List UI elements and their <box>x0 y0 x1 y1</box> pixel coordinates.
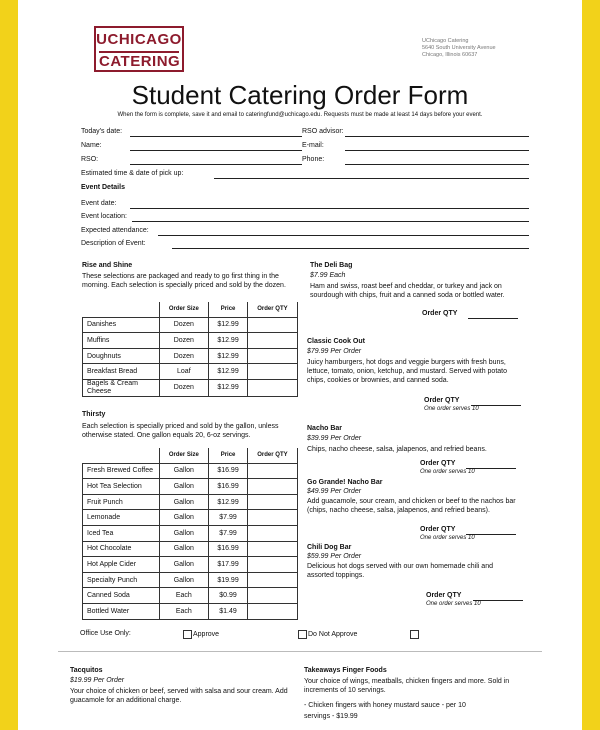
description-line: Add guacamole, sour cream, and chicken or beef to the nachos bar <box>307 498 516 505</box>
table-row <box>83 525 298 541</box>
description-line: Your choice of chicken or beef, served with salsa and sour cream. Add <box>70 688 288 695</box>
table-row <box>83 364 298 380</box>
size-cell: Gallon <box>159 494 209 510</box>
classic-cook-out-description <box>307 358 507 385</box>
item-cell: Breakfast Bread <box>83 364 160 380</box>
size-cell: Dozen <box>159 333 209 349</box>
item-cell: Lemonade <box>83 510 160 526</box>
item-cell: Bagels & Cream Cheese <box>83 379 160 396</box>
logo-line-1: UCHICAGO <box>96 31 182 48</box>
price-cell: $1.49 <box>209 603 248 619</box>
item-cell: Hot Tea Selection <box>83 479 160 495</box>
size-cell: Gallon <box>159 463 209 479</box>
address-line: Chicago, Illinois 60637 <box>422 52 478 58</box>
chili-dog-description <box>307 562 493 580</box>
do-not-approve-label: Do Not Approve <box>308 631 358 638</box>
go-grande-description <box>307 497 516 515</box>
table-row <box>83 379 298 396</box>
event-date-label: Event date: <box>81 200 117 207</box>
deli-bag-price: $7.99 Each <box>310 272 346 279</box>
size-cell: Each <box>159 603 209 619</box>
form-instructions: When the form is complete, save it and email to cateringfund@uchicago.edu. Requests must be made at least 14 days before your event. <box>117 112 483 118</box>
item-cell: Fruit Punch <box>83 494 160 510</box>
thirsty-table <box>82 448 298 620</box>
item-cell: Muffins <box>83 333 160 349</box>
size-cell: Gallon <box>159 541 209 557</box>
approve-label: Approve <box>193 631 220 638</box>
office-use-label: Office Use Only: <box>80 630 131 637</box>
chili-dog-qty-label: Order QTY <box>426 592 462 599</box>
table-row <box>83 510 298 526</box>
order-form-page <box>18 0 582 730</box>
order-qty-header: Order QTY <box>247 448 297 463</box>
address-line: 5640 South University Avenue <box>422 45 496 51</box>
classic-cook-out-heading: Classic Cook Out <box>307 338 365 345</box>
price-cell: $7.99 <box>209 525 248 541</box>
rso-label: RSO: <box>81 156 99 163</box>
expected-attendance-label: Expected attendance: <box>81 227 149 234</box>
table-row <box>83 588 298 604</box>
nacho-bar-description: Chips, nacho cheese, salsa, jalapenos, and refried beans. <box>307 446 487 453</box>
do-not-approve-checkbox[interactable] <box>298 630 307 639</box>
table-row <box>83 479 298 495</box>
section-divider <box>58 651 542 652</box>
event-details-heading: Event Details <box>81 184 125 191</box>
rise-and-shine-table <box>82 302 298 397</box>
qty-cell[interactable] <box>247 348 297 364</box>
thirsty-description <box>82 422 279 440</box>
description-line: sourdough with chips, fruit and a canned soda or bottled water. <box>310 292 505 299</box>
qty-cell[interactable] <box>247 364 297 380</box>
name-field[interactable] <box>130 150 302 151</box>
description-line: lettuce, tomato, onion, ketchup, and mustard. Served with potato <box>307 368 508 375</box>
size-cell: Dozen <box>159 317 209 333</box>
size-cell: Gallon <box>159 479 209 495</box>
name-label: Name: <box>81 142 102 149</box>
description-line: chips, cookies or brownies, and canned soda. <box>307 377 449 384</box>
tacquitos-description <box>70 687 288 705</box>
size-cell: Gallon <box>159 525 209 541</box>
go-grande-heading: Go Grande! Nacho Bar <box>307 479 383 486</box>
office-checkbox-3[interactable] <box>410 630 419 639</box>
pickup-label: Estimated time & date of pick up: <box>81 170 184 177</box>
order-qty-header: Order QTY <box>247 302 297 317</box>
logo-line-2: CATERING <box>99 53 181 70</box>
table-row <box>83 557 298 573</box>
qty-cell[interactable] <box>247 479 297 495</box>
price-cell: $12.99 <box>209 348 248 364</box>
expected-attendance-field[interactable] <box>158 235 529 236</box>
price-header: Price <box>209 302 248 317</box>
description-line: increments of 10 servings. <box>304 687 386 694</box>
tacquitos-price: $19.99 Per Order <box>70 677 125 684</box>
event-location-label: Event location: <box>81 213 127 220</box>
chili-dog-heading: Chili Dog Bar <box>307 544 352 551</box>
description-line: Your choice of wings, meatballs, chicken fingers and more. Sold in <box>304 678 510 685</box>
qty-cell[interactable] <box>247 333 297 349</box>
takeaways-item-1: - Chicken fingers with honey mustard sauce - per 10 <box>304 702 466 709</box>
qty-cell[interactable] <box>247 541 297 557</box>
empty-header <box>83 302 160 317</box>
item-cell: Fresh Brewed Coffee <box>83 463 160 479</box>
deli-bag-qty-label: Order QTY <box>422 310 458 317</box>
event-location-field[interactable] <box>132 221 529 222</box>
email-label: E-mail: <box>302 142 324 149</box>
go-grande-price: $49.99 Per Order <box>307 488 362 495</box>
qty-cell[interactable] <box>247 525 297 541</box>
email-field[interactable] <box>345 150 529 151</box>
todays-date-field[interactable] <box>130 136 302 137</box>
description-line: otherwise stated. One gallon equals 20, 6-oz servings. <box>82 432 251 439</box>
price-cell: $12.99 <box>209 379 248 396</box>
price-cell: $16.99 <box>209 463 248 479</box>
event-date-field[interactable] <box>130 208 529 209</box>
price-cell: $12.99 <box>209 364 248 380</box>
description-label: Description of Event: <box>81 240 146 247</box>
item-cell: Iced Tea <box>83 525 160 541</box>
price-header: Price <box>209 448 248 463</box>
table-row <box>83 572 298 588</box>
price-cell: $12.99 <box>209 494 248 510</box>
qty-cell[interactable] <box>247 494 297 510</box>
nacho-bar-qty-label: Order QTY <box>420 460 456 467</box>
table-row <box>83 333 298 349</box>
order-size-header: Order Size <box>159 448 209 463</box>
price-cell: $19.99 <box>209 572 248 588</box>
description-line: morning. Each selection is specially priced and sold by the dozen. <box>82 282 286 289</box>
item-cell: Bottled Water <box>83 603 160 619</box>
qty-cell[interactable] <box>247 557 297 573</box>
table-row <box>83 317 298 333</box>
deli-bag-description <box>310 282 505 300</box>
qty-cell[interactable] <box>247 379 297 396</box>
table-row <box>83 541 298 557</box>
rso-advisor-label: RSO advisor: <box>302 128 344 135</box>
deli-bag-qty-field[interactable] <box>468 318 518 319</box>
price-cell: $12.99 <box>209 317 248 333</box>
size-cell: Each <box>159 588 209 604</box>
table-row <box>83 463 298 479</box>
qty-cell[interactable] <box>247 603 297 619</box>
price-cell: $12.99 <box>209 333 248 349</box>
price-cell: $16.99 <box>209 541 248 557</box>
go-grande-serves: One order serves 10 <box>420 535 475 541</box>
price-cell: $0.99 <box>209 588 248 604</box>
qty-cell[interactable] <box>247 588 297 604</box>
qty-cell[interactable] <box>247 510 297 526</box>
rso-field[interactable] <box>130 164 302 165</box>
order-size-header: Order Size <box>159 302 209 317</box>
table-row <box>83 603 298 619</box>
description-line: (chips, nacho cheese, salsa, jalapenos, and refried beans). <box>307 507 490 514</box>
price-cell: $17.99 <box>209 557 248 573</box>
phone-label: Phone: <box>302 156 325 163</box>
item-cell: Canned Soda <box>83 588 160 604</box>
item-cell: Hot Apple Cider <box>83 557 160 573</box>
item-cell: Doughnuts <box>83 348 160 364</box>
rso-advisor-field[interactable] <box>345 136 529 137</box>
rise-and-shine-description <box>82 272 286 290</box>
size-cell: Dozen <box>159 348 209 364</box>
chili-dog-serves: One order serves 10 <box>426 601 481 607</box>
deli-bag-heading: The Deli Bag <box>310 262 353 269</box>
table-row <box>83 494 298 510</box>
address-block <box>422 38 496 59</box>
size-cell: Loaf <box>159 364 209 380</box>
description-line: These selections are packaged and ready to go first thing in the <box>82 273 279 280</box>
description-line: Each selection is specially priced and sold by the gallon, unless <box>82 423 279 430</box>
rise-and-shine-heading: Rise and Shine <box>82 262 133 269</box>
takeaways-heading: Takeaways Finger Foods <box>304 667 387 674</box>
description-line: Juicy hamburgers, hot dogs and veggie burgers with fresh buns, <box>307 359 506 366</box>
size-cell: Gallon <box>159 557 209 573</box>
todays-date-label: Today's date: <box>81 128 123 135</box>
nacho-bar-serves: One order serves 10 <box>420 469 475 475</box>
form-title: Student Catering Order Form <box>131 80 469 110</box>
qty-cell[interactable] <box>247 463 297 479</box>
table-row <box>83 348 298 364</box>
description-line: assorted toppings. <box>307 572 365 579</box>
price-cell: $16.99 <box>209 479 248 495</box>
takeaways-description <box>304 677 509 695</box>
pickup-field[interactable] <box>214 178 529 179</box>
takeaways-item-2: servings - $19.99 <box>304 713 358 720</box>
tacquitos-heading: Tacquitos <box>70 667 103 674</box>
go-grande-qty-label: Order QTY <box>420 526 456 533</box>
classic-cook-out-serves: One order serves 10 <box>424 406 479 412</box>
description-field[interactable] <box>172 248 529 249</box>
thirsty-heading: Thirsty <box>82 411 106 418</box>
item-cell: Danishes <box>83 317 160 333</box>
nacho-bar-heading: Nacho Bar <box>307 425 343 432</box>
qty-cell[interactable] <box>247 572 297 588</box>
description-line: Delicious hot dogs served with our own homemade chili and <box>307 563 493 570</box>
phone-field[interactable] <box>345 164 529 165</box>
qty-cell[interactable] <box>247 317 297 333</box>
description-line: guacamole for an additional charge. <box>70 697 182 704</box>
size-cell: Gallon <box>159 510 209 526</box>
item-cell: Specialty Punch <box>83 572 160 588</box>
classic-cook-out-price: $79.99 Per Order <box>307 348 362 355</box>
approve-checkbox[interactable] <box>183 630 192 639</box>
address-line: UChicago Catering <box>422 38 469 44</box>
classic-cook-out-qty-label: Order QTY <box>424 397 460 404</box>
item-cell: Hot Chocolate <box>83 541 160 557</box>
price-cell: $7.99 <box>209 510 248 526</box>
uchicago-catering-logo <box>94 26 184 72</box>
size-cell: Gallon <box>159 572 209 588</box>
empty-header <box>83 448 160 463</box>
size-cell: Dozen <box>159 379 209 396</box>
description-line: Ham and swiss, roast beef and cheddar, or turkey and jack on <box>310 283 502 290</box>
nacho-bar-price: $39.99 Per Order <box>307 435 362 442</box>
chili-dog-price: $59.99 Per Order <box>307 553 362 560</box>
